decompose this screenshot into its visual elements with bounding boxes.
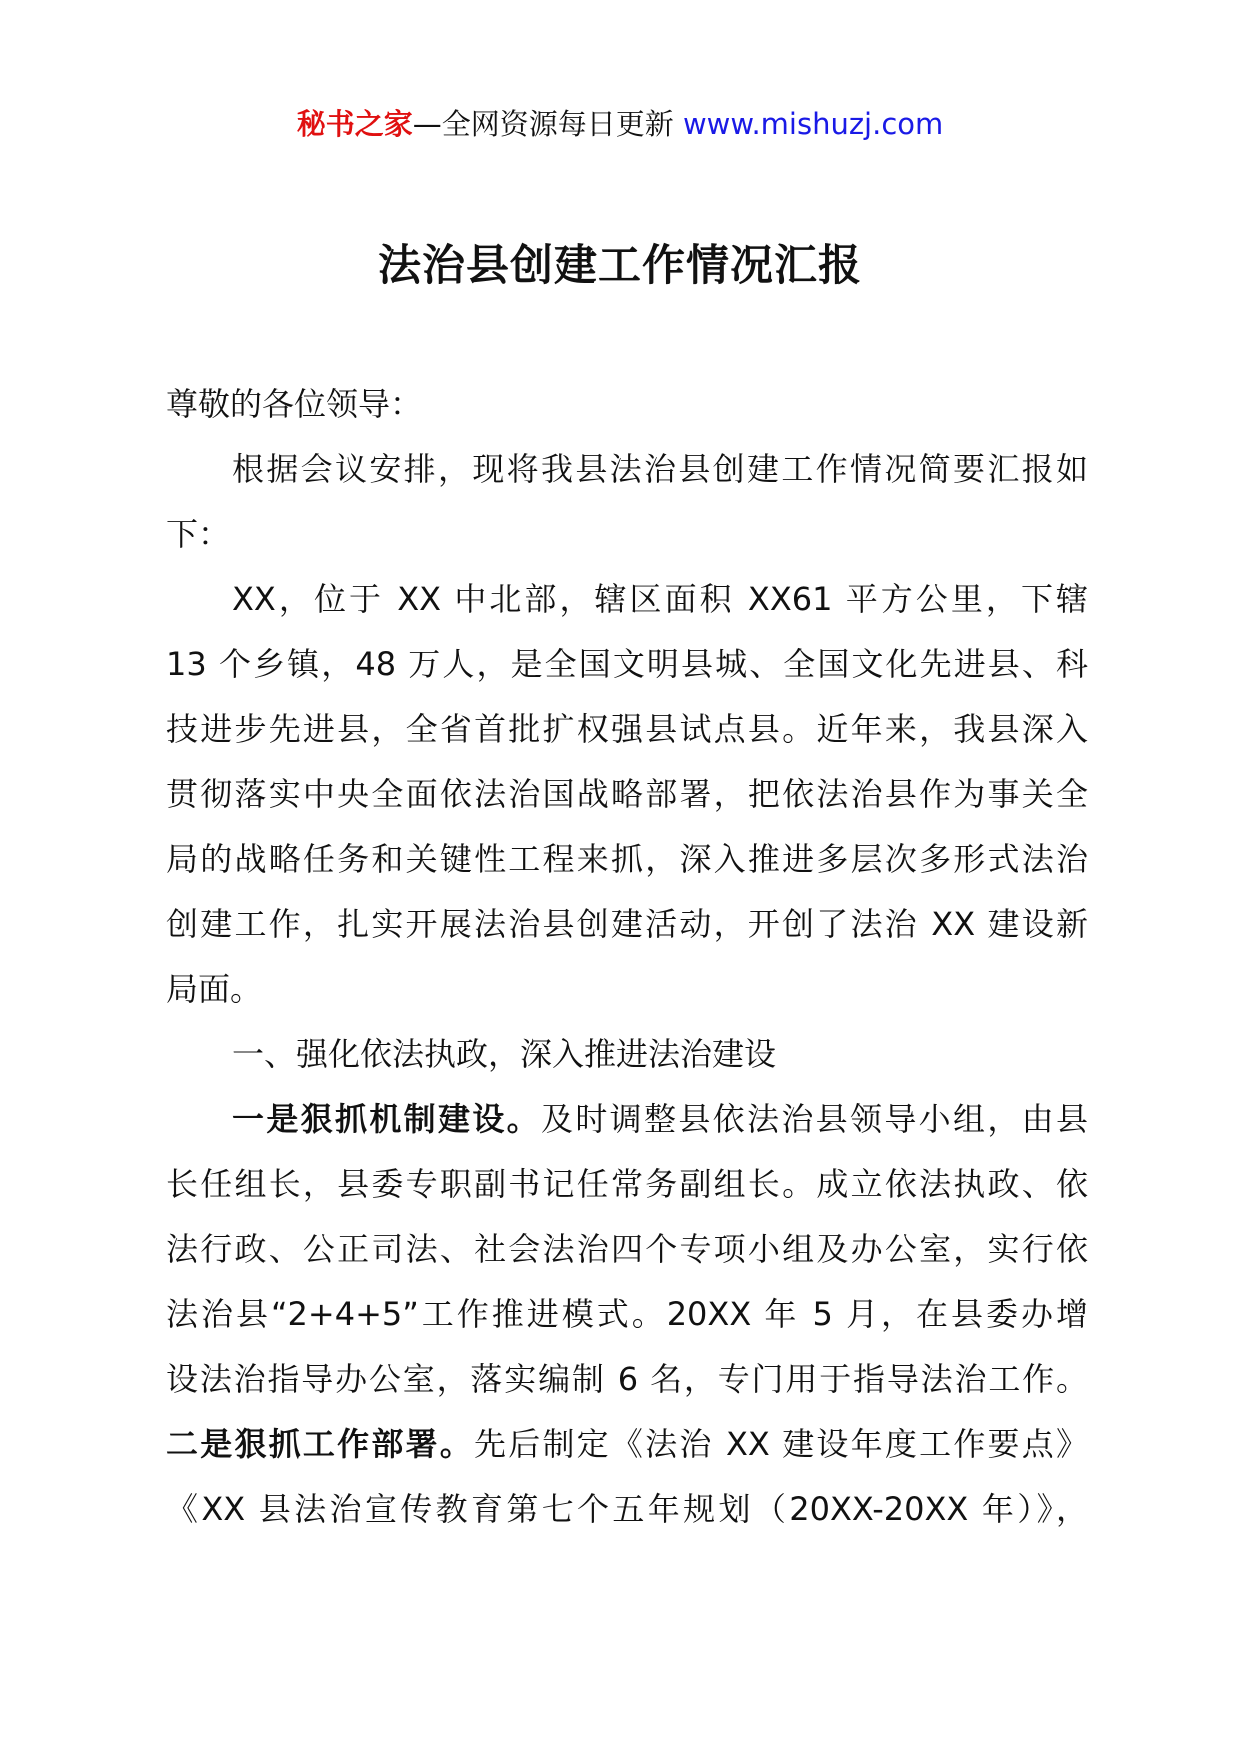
paragraph-line: 局面。 — [166, 970, 263, 1008]
paragraph-line: 《XX 县法治宣传教育第七个五年规划（20XX-20XX 年）》， — [166, 1490, 1088, 1528]
point-one-lead: 一是狠抓机制建设。 — [232, 1100, 541, 1138]
salutation — [166, 372, 1088, 437]
paragraph-line: 法行政、公正司法、社会法治四个专项小组及办公室，实行依 — [166, 1230, 1088, 1268]
point-one-paragraph — [166, 1087, 1088, 1412]
salutation-line: 尊敬的各位领导： — [166, 385, 423, 423]
site-header — [0, 104, 1240, 144]
point-two-paragraph — [166, 1412, 1088, 1542]
paragraph-line: 创建工作，扎实开展法治县创建活动，开创了法治 XX 建设新 — [166, 905, 1088, 943]
paragraph-line: XX，位于 XX 中北部，辖区面积 XX61 平方公里，下辖 — [232, 580, 1088, 618]
paragraph-line: 法治县“2+4+5”工作推进模式。20XX 年 5 月，在县委办增 — [166, 1295, 1088, 1333]
paragraph-line: 技进步先进县，全省首批扩权强县试点县。近年来，我县深入 — [166, 710, 1088, 748]
intro-paragraph — [166, 437, 1088, 567]
point-two-lead: 二是狠抓工作部署。 — [166, 1425, 475, 1463]
paragraph-line: 长任组长，县委专职副书记任常务副组长。成立依法执政、依 — [166, 1165, 1088, 1203]
section-heading-text: 一、强化依法执政，深入推进法治建设 — [232, 1035, 777, 1073]
paragraph-line — [166, 1087, 1088, 1152]
paragraph-line: 下： — [166, 515, 231, 553]
document-title: 法治县创建工作情况汇报 — [378, 241, 862, 291]
document-body — [166, 372, 1088, 1542]
site-url-link[interactable]: www.mishuzj.com — [682, 107, 944, 141]
point-two-text: 先后制定《法治 XX 建设年度工作要点》 — [474, 1425, 1088, 1463]
site-brand: 秘书之家 — [296, 107, 413, 141]
paragraph-line: 局的战略任务和关键性工程来抓，深入推进多层次多形式法治 — [166, 840, 1088, 878]
point-one-text: 及时调整县依法治县领导小组，由县 — [541, 1100, 1088, 1138]
site-tagline: —全网资源每日更新 — [412, 107, 674, 141]
paragraph-line: 设法治指导办公室，落实编制 6 名，专门用于指导法治工作。 — [166, 1360, 1088, 1398]
overview-paragraph — [166, 567, 1088, 1022]
section-heading — [166, 1022, 1088, 1087]
paragraph-line — [166, 1412, 1088, 1477]
paragraph-line: 根据会议安排，现将我县法治县创建工作情况简要汇报如 — [232, 450, 1088, 488]
paragraph-line: 贯彻落实中央全面依法治国战略部署，把依法治县作为事关全 — [166, 775, 1088, 813]
paragraph-line: 13 个乡镇，48 万人，是全国文明县城、全国文化先进县、科 — [166, 645, 1088, 683]
